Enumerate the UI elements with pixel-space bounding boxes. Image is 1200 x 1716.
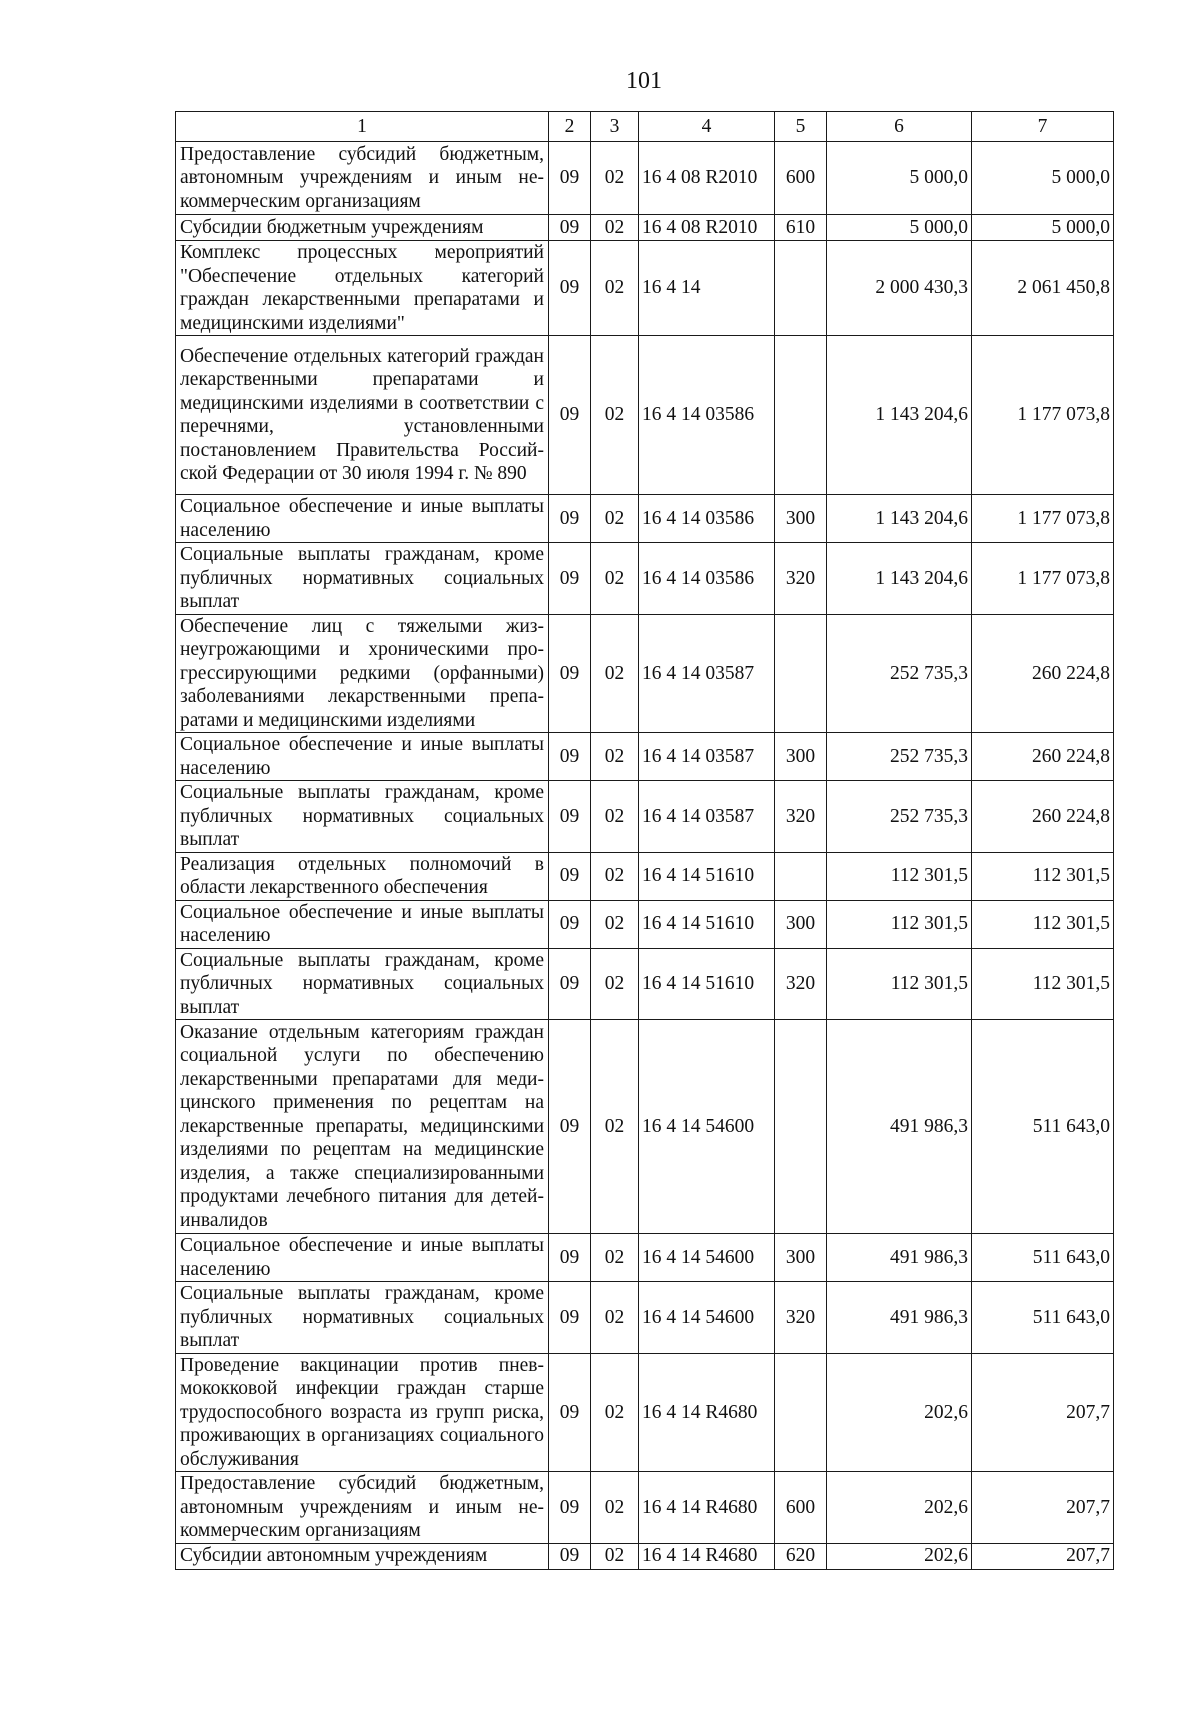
cell-amount-year1: 2 000 430,3 (827, 241, 972, 336)
table-row (176, 543, 1114, 615)
cell-amount-year2: 1 177 073,8 (972, 543, 1114, 615)
cell-section: 09 (549, 733, 591, 781)
table-row (176, 1353, 1114, 1472)
cell-subsection: 02 (591, 543, 639, 615)
row-name: Социальные выплаты гражданам, кроме публичных нормативных социальных выплат (176, 781, 549, 853)
column-header-2: 2 (549, 112, 591, 142)
cell-expense-type: 300 (775, 900, 827, 948)
cell-subsection: 02 (591, 1234, 639, 1282)
row-name: Оказание отдельным категориям граждан социальной услуги по обеспечению лекарственными препаратами для медицинского применения по рецептам на лекарственные препараты, медицинскими изделиями по рецептам на медицинские изделия, а также специализированными продуктами лечебного питания для детей-инвалидов (176, 1020, 549, 1234)
cell-expense-type (775, 852, 827, 900)
cell-amount-year1: 1 143 204,6 (827, 495, 972, 543)
table-row (176, 495, 1114, 543)
row-name: Комплекс процессных мероприятий "Обеспечение отдельных категорий граждан лекарственными препаратами и медицинскими изделиями" (176, 241, 549, 336)
page-number: 101 (626, 68, 662, 94)
cell-section: 09 (549, 142, 591, 215)
cell-section: 09 (549, 336, 591, 495)
cell-expense-type: 320 (775, 1282, 827, 1354)
column-header-7: 7 (972, 112, 1114, 142)
cell-expense-type: 320 (775, 543, 827, 615)
cell-expense-type: 600 (775, 142, 827, 215)
cell-target-article: 16 4 14 51610 (639, 900, 775, 948)
budget-table (175, 111, 1114, 1570)
cell-target-article: 16 4 14 51610 (639, 852, 775, 900)
cell-amount-year2: 1 177 073,8 (972, 336, 1114, 495)
cell-amount-year2: 5 000,0 (972, 215, 1114, 241)
cell-subsection: 02 (591, 1543, 639, 1569)
cell-subsection: 02 (591, 241, 639, 336)
cell-target-article: 16 4 14 51610 (639, 948, 775, 1020)
column-header-1: 1 (176, 112, 549, 142)
cell-expense-type (775, 614, 827, 733)
cell-expense-type: 620 (775, 1543, 827, 1569)
row-name: Социальные выплаты гражданам, кроме публичных нормативных социальных выплат (176, 543, 549, 615)
cell-expense-type (775, 1020, 827, 1234)
table-row (176, 733, 1114, 781)
row-name: Реализация отдельных полномочий в области лекарственного обеспечения (176, 852, 549, 900)
table-body (176, 142, 1114, 1570)
column-header-3: 3 (591, 112, 639, 142)
cell-section: 09 (549, 215, 591, 241)
cell-section: 09 (549, 1353, 591, 1472)
cell-section: 09 (549, 781, 591, 853)
cell-expense-type: 600 (775, 1472, 827, 1544)
cell-amount-year2: 260 224,8 (972, 733, 1114, 781)
column-header-4: 4 (639, 112, 775, 142)
cell-amount-year1: 1 143 204,6 (827, 543, 972, 615)
cell-target-article: 16 4 14 R4680 (639, 1543, 775, 1569)
cell-subsection: 02 (591, 948, 639, 1020)
cell-amount-year1: 5 000,0 (827, 142, 972, 215)
row-name: Субсидии автономным учреждениям (176, 1543, 549, 1569)
cell-expense-type: 300 (775, 733, 827, 781)
cell-amount-year2: 112 301,5 (972, 948, 1114, 1020)
cell-subsection: 02 (591, 900, 639, 948)
table-row (176, 336, 1114, 495)
cell-amount-year1: 202,6 (827, 1543, 972, 1569)
table-row (176, 781, 1114, 853)
cell-target-article: 16 4 14 03587 (639, 614, 775, 733)
cell-section: 09 (549, 1282, 591, 1354)
cell-amount-year1: 252 735,3 (827, 781, 972, 853)
cell-subsection: 02 (591, 495, 639, 543)
cell-amount-year2: 5 000,0 (972, 142, 1114, 215)
cell-target-article: 16 4 14 03586 (639, 336, 775, 495)
table-row (176, 900, 1114, 948)
cell-section: 09 (549, 1020, 591, 1234)
cell-expense-type (775, 241, 827, 336)
cell-section: 09 (549, 900, 591, 948)
cell-amount-year2: 207,7 (972, 1543, 1114, 1569)
cell-target-article: 16 4 14 (639, 241, 775, 336)
cell-amount-year1: 112 301,5 (827, 852, 972, 900)
cell-amount-year1: 112 301,5 (827, 900, 972, 948)
cell-amount-year1: 252 735,3 (827, 614, 972, 733)
cell-section: 09 (549, 1543, 591, 1569)
row-name: Социальное обеспечение и иные выплаты населению (176, 900, 549, 948)
column-header-6: 6 (827, 112, 972, 142)
cell-section: 09 (549, 495, 591, 543)
cell-amount-year2: 207,7 (972, 1353, 1114, 1472)
row-name: Субсидии бюджетным учреждениям (176, 215, 549, 241)
cell-expense-type: 300 (775, 1234, 827, 1282)
cell-amount-year1: 112 301,5 (827, 948, 972, 1020)
cell-section: 09 (549, 543, 591, 615)
table-row (176, 1282, 1114, 1354)
cell-subsection: 02 (591, 1472, 639, 1544)
table-row (176, 215, 1114, 241)
cell-amount-year2: 260 224,8 (972, 614, 1114, 733)
cell-subsection: 02 (591, 142, 639, 215)
cell-amount-year1: 491 986,3 (827, 1020, 972, 1234)
cell-amount-year2: 112 301,5 (972, 900, 1114, 948)
cell-subsection: 02 (591, 781, 639, 853)
column-header-5: 5 (775, 112, 827, 142)
cell-subsection: 02 (591, 614, 639, 733)
table-row (176, 142, 1114, 215)
table-row (176, 1472, 1114, 1544)
cell-expense-type (775, 336, 827, 495)
cell-amount-year2: 112 301,5 (972, 852, 1114, 900)
row-name: Социальные выплаты гражданам, кроме публичных нормативных социальных выплат (176, 948, 549, 1020)
cell-target-article: 16 4 08 R2010 (639, 142, 775, 215)
table-row (176, 948, 1114, 1020)
cell-target-article: 16 4 14 54600 (639, 1234, 775, 1282)
cell-target-article: 16 4 14 03586 (639, 495, 775, 543)
table-row (176, 614, 1114, 733)
row-name: Предоставление субсидий бюджетным, автономным учреждениям и иным некоммерческим организациям (176, 1472, 549, 1544)
cell-expense-type: 320 (775, 948, 827, 1020)
table-header-row (176, 112, 1114, 142)
row-name: Проведение вакцинации против пневмококковой инфекции граждан старше трудоспособного возраста из групп риска, проживающих в организациях социального обслуживания (176, 1353, 549, 1472)
cell-expense-type: 300 (775, 495, 827, 543)
cell-target-article: 16 4 14 03586 (639, 543, 775, 615)
cell-amount-year2: 511 643,0 (972, 1282, 1114, 1354)
cell-section: 09 (549, 1234, 591, 1282)
cell-subsection: 02 (591, 336, 639, 495)
cell-section: 09 (549, 948, 591, 1020)
cell-subsection: 02 (591, 1282, 639, 1354)
cell-amount-year1: 252 735,3 (827, 733, 972, 781)
cell-expense-type: 610 (775, 215, 827, 241)
cell-target-article: 16 4 14 R4680 (639, 1353, 775, 1472)
cell-amount-year1: 202,6 (827, 1353, 972, 1472)
row-name: Социальные выплаты гражданам, кроме публичных нормативных социальных выплат (176, 1282, 549, 1354)
table-row (176, 852, 1114, 900)
row-name: Обеспечение отдельных категорий граждан лекарственными препаратами и медицинскими изделиями в соответствии с перечнями, установленными постановлением Правительства Российской Федерации от 30 июля 1994 г. № 890 (176, 336, 549, 495)
cell-amount-year1: 491 986,3 (827, 1234, 972, 1282)
cell-subsection: 02 (591, 1020, 639, 1234)
table-row (176, 1020, 1114, 1234)
cell-amount-year2: 1 177 073,8 (972, 495, 1114, 543)
table-row (176, 1543, 1114, 1569)
cell-amount-year2: 207,7 (972, 1472, 1114, 1544)
row-name: Социальное обеспечение и иные выплаты населению (176, 495, 549, 543)
cell-expense-type (775, 1353, 827, 1472)
cell-amount-year1: 491 986,3 (827, 1282, 972, 1354)
cell-amount-year1: 202,6 (827, 1472, 972, 1544)
cell-section: 09 (549, 1472, 591, 1544)
row-name: Обеспечение лиц с тяжелыми жизнеугрожающими и хроническими прогрессирующими редкими (орфанными) заболеваниями лекарственными препаратами и медицинскими изделиями (176, 614, 549, 733)
row-name: Предоставление субсидий бюджетным, автономным учреждениям и иным некоммерческим организациям (176, 142, 549, 215)
cell-amount-year2: 2 061 450,8 (972, 241, 1114, 336)
cell-target-article: 16 4 14 54600 (639, 1020, 775, 1234)
cell-target-article: 16 4 08 R2010 (639, 215, 775, 241)
cell-amount-year2: 260 224,8 (972, 781, 1114, 853)
cell-amount-year1: 1 143 204,6 (827, 336, 972, 495)
cell-amount-year1: 5 000,0 (827, 215, 972, 241)
cell-target-article: 16 4 14 R4680 (639, 1472, 775, 1544)
cell-target-article: 16 4 14 03587 (639, 781, 775, 853)
cell-subsection: 02 (591, 1353, 639, 1472)
cell-expense-type: 320 (775, 781, 827, 853)
cell-target-article: 16 4 14 03587 (639, 733, 775, 781)
cell-subsection: 02 (591, 733, 639, 781)
cell-section: 09 (549, 614, 591, 733)
row-name: Социальное обеспечение и иные выплаты населению (176, 1234, 549, 1282)
cell-amount-year2: 511 643,0 (972, 1234, 1114, 1282)
cell-section: 09 (549, 852, 591, 900)
cell-amount-year2: 511 643,0 (972, 1020, 1114, 1234)
row-name: Социальное обеспечение и иные выплаты населению (176, 733, 549, 781)
table-row (176, 1234, 1114, 1282)
cell-target-article: 16 4 14 54600 (639, 1282, 775, 1354)
table-row (176, 241, 1114, 336)
cell-section: 09 (549, 241, 591, 336)
cell-subsection: 02 (591, 215, 639, 241)
cell-subsection: 02 (591, 852, 639, 900)
